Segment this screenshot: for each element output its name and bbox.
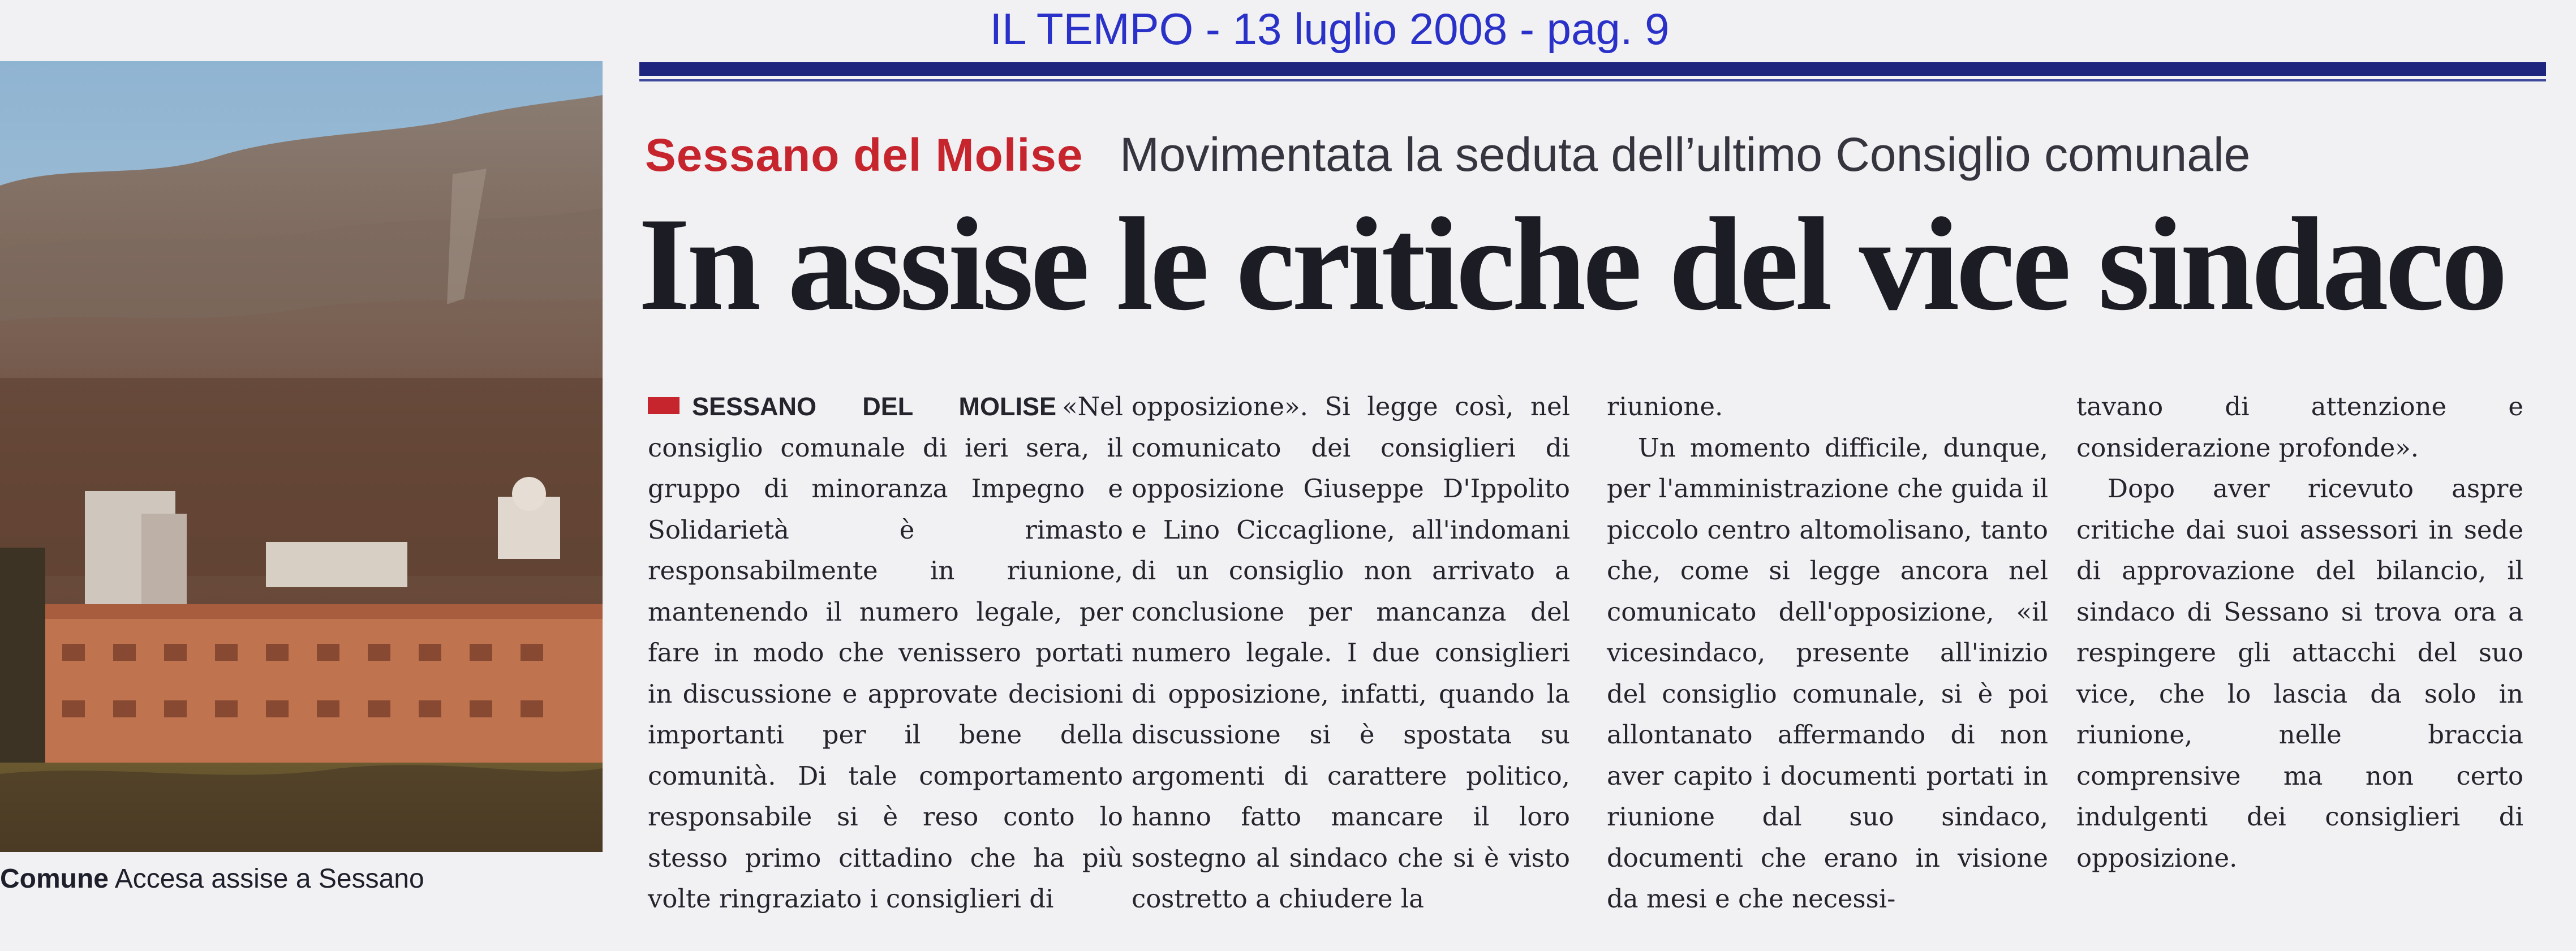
photo-caption bbox=[0, 863, 622, 894]
column-3-paragraph-1: riunione. bbox=[1607, 391, 1723, 421]
column-1-paragraph bbox=[648, 386, 1123, 920]
newspaper-header: IL TEMPO - 13 luglio 2008 - pag. 9 bbox=[990, 4, 1670, 54]
column-1-text: «Nel consiglio comunale di ieri sera, il gruppo di minoranza Impegno e Solidarietà è rimasto responsabilmente in riunione, mantenendo il numero legale, per fare in modo che venissero portati in discussione e approvate decisioni importanti per il bene della comunità. Di tale comportamento responsabile si è reso conto lo stesso primo cittadino che ha più volte ringraziato i consiglieri di bbox=[648, 391, 1123, 914]
dateline: SESSANO DEL MOLISE bbox=[692, 392, 1057, 421]
caption-label: Comune bbox=[0, 864, 109, 894]
article-headline: In assise le critiche del vice sindaco bbox=[638, 191, 2505, 338]
column-4-paragraph-1: tavano di attenzione e considerazione profonde». bbox=[2076, 391, 2523, 463]
kicker-place: Sessano del Molise bbox=[645, 130, 1083, 181]
town-landscape-image bbox=[0, 61, 603, 852]
article-photo bbox=[0, 61, 603, 852]
column-3-paragraph-2: Un momento difficile, dunque, per l'amministrazione che guida il piccolo centro altomolisano, tanto che, come si legge ancora nel comunicato dell'opposizione, «il vicesindaco, presente all'inizio del consiglio comunale, si è poi allontanato affermando di non aver capito i documenti portati in riunione dal suo sindaco, documenti che erano in visione da mesi e che necessi- bbox=[1607, 432, 2048, 914]
column-2-paragraph: opposizione». Si legge così, nel comunicato dei consiglieri di opposizione Giuseppe D'Ippolito e Lino Ciccaglione, all'indomani di un consiglio non arrivato a conclusione per mancanza del numero legale. I due consiglieri di opposizione, infatti, quando la discussione si è spostata su argomenti di carattere politico, hanno fatto mancare il loro sostegno al sindaco che si è visto costretto a chiudere la bbox=[1132, 391, 1570, 914]
header-rule-thin bbox=[639, 79, 2546, 81]
header-rule bbox=[639, 62, 2546, 76]
section-marker-icon bbox=[648, 397, 680, 414]
article-column-2 bbox=[1132, 386, 1570, 920]
article-column-4 bbox=[2076, 386, 2523, 879]
caption-text: Accesa assise a Sessano bbox=[114, 864, 424, 894]
kicker-row bbox=[645, 127, 2529, 182]
article-subtitle: Movimentata la seduta dell’ultimo Consiglio comunale bbox=[1119, 128, 2251, 181]
column-4-paragraph-2: Dopo aver ricevuto aspre critiche dai suoi assessori in sede di approvazione del bilancio, il sindaco di Sessano si trova ora a respingere gli attacchi del suo vice, che lo lascia da solo in riunione, nelle braccia comprensive ma non certo indulgenti dei consiglieri di opposizione. bbox=[2076, 474, 2523, 873]
article-column-3 bbox=[1607, 386, 2048, 920]
article-column-1 bbox=[648, 386, 1123, 920]
